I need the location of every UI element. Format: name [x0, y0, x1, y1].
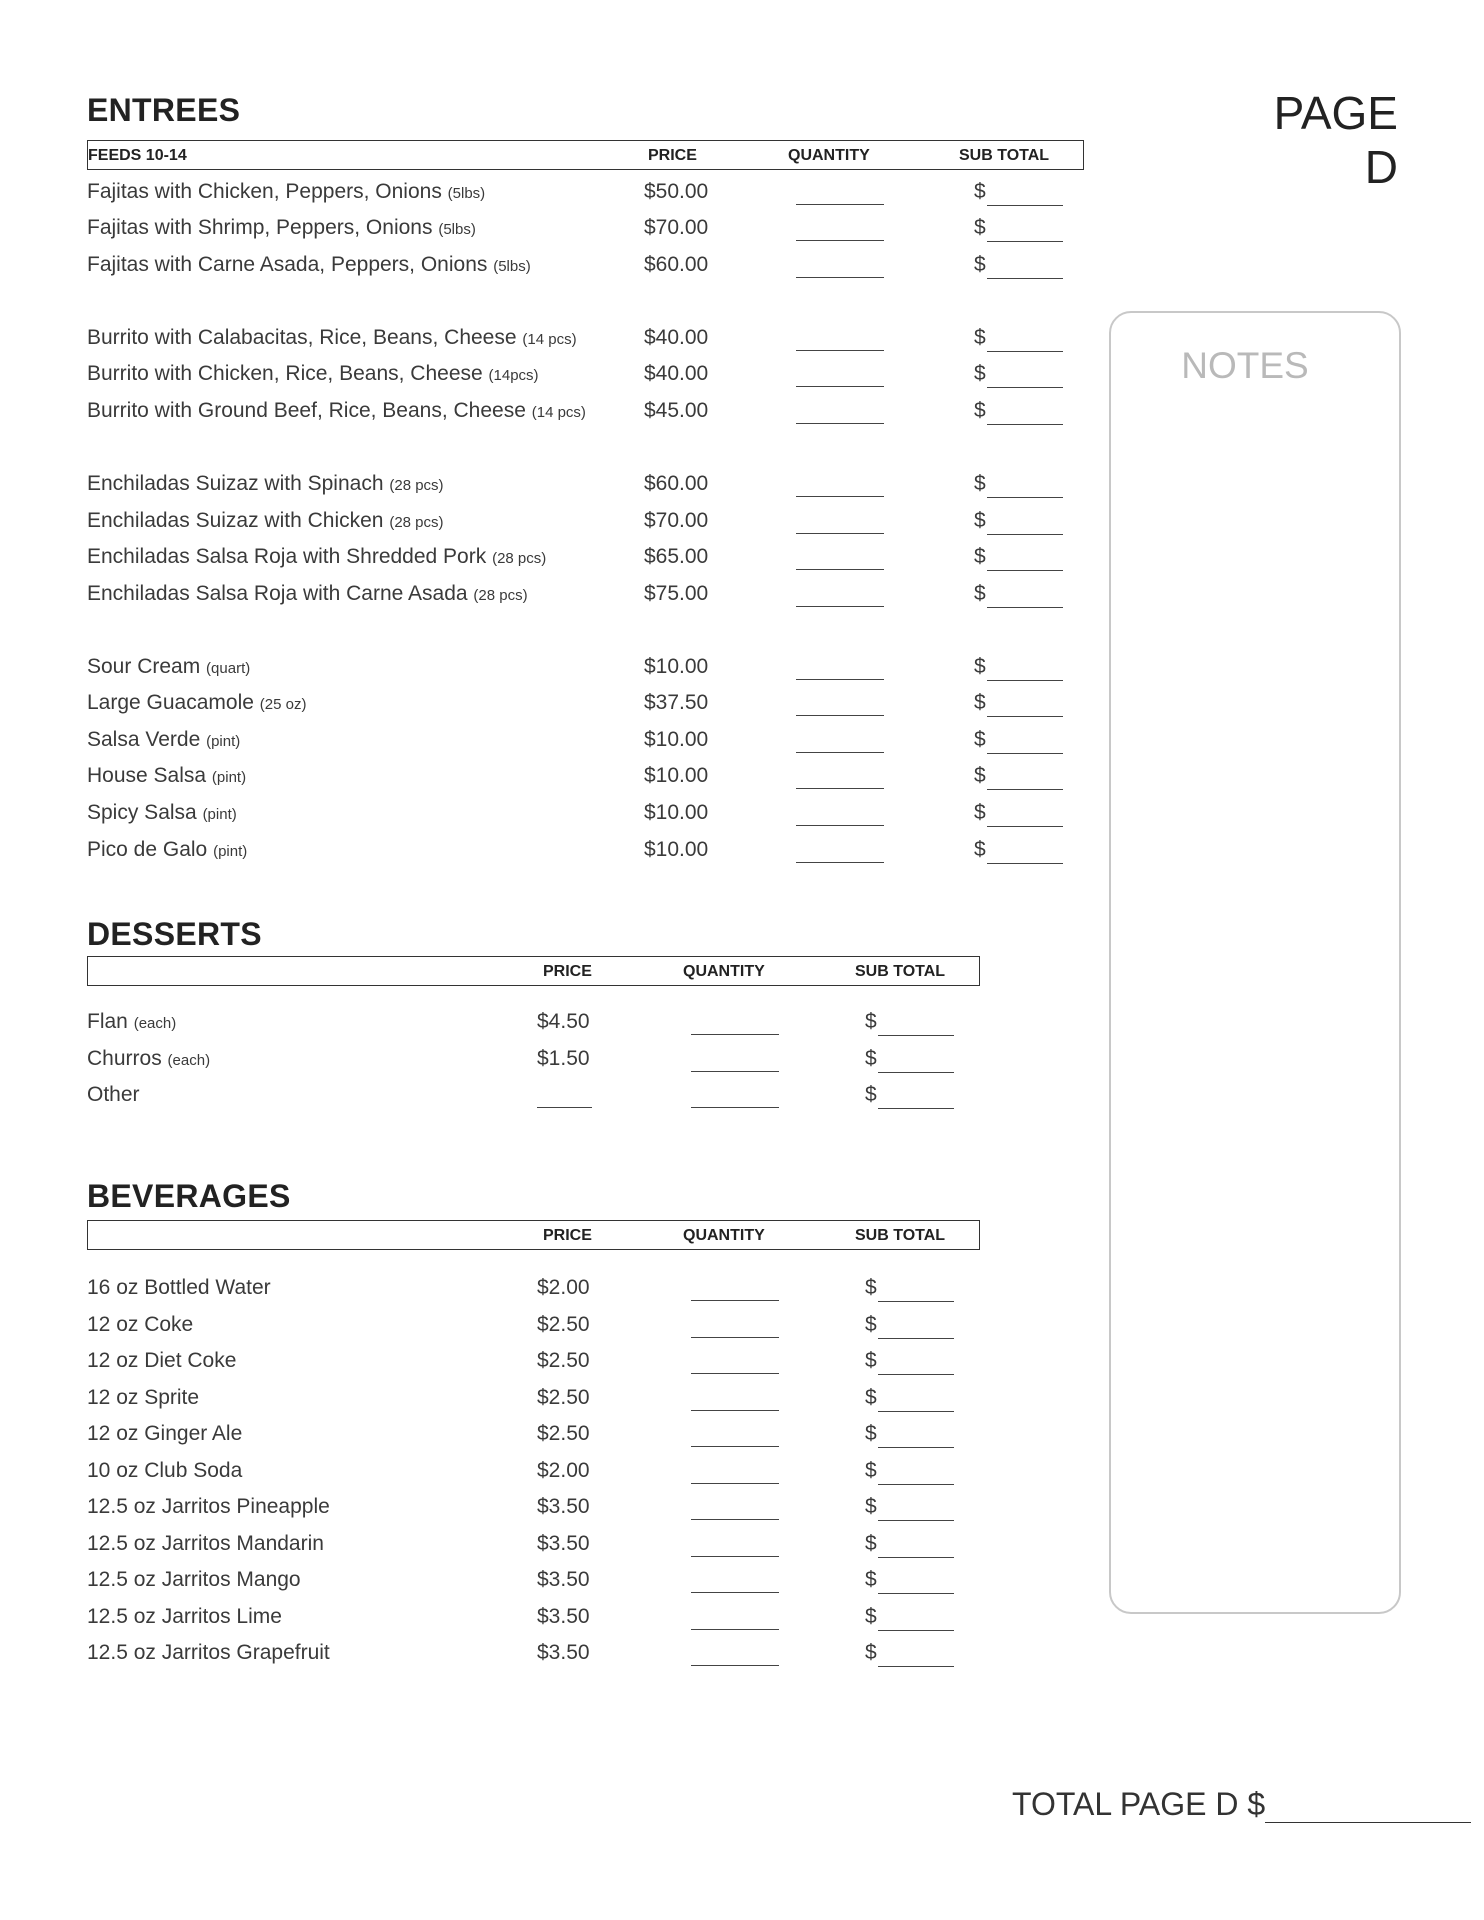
- subtotal-field[interactable]: [974, 836, 1063, 864]
- item-size: (14 pcs): [522, 331, 577, 348]
- total-label: TOTAL PAGE D $: [1012, 1786, 1266, 1822]
- subtotal-blank[interactable]: [987, 658, 1063, 681]
- subtotal-blank[interactable]: [987, 731, 1063, 754]
- item-price: $37.50: [644, 691, 709, 714]
- menu-row: [87, 1311, 1087, 1347]
- subtotal-field[interactable]: [974, 360, 1063, 388]
- item-price: $3.50: [537, 1495, 590, 1518]
- subtotal-field[interactable]: [865, 1639, 954, 1667]
- currency-symbol: $: [974, 216, 986, 239]
- menu-row: [87, 1008, 1087, 1044]
- item-size: (5lbs): [438, 221, 476, 238]
- item-name-text: Fajitas with Carne Asada, Peppers, Onions: [87, 253, 488, 276]
- subtotal-blank[interactable]: [987, 841, 1063, 864]
- entrees-title: ENTREES: [87, 92, 241, 128]
- item-name-text: Fajitas with Shrimp, Peppers, Onions: [87, 216, 433, 239]
- beverages-header: [87, 1220, 980, 1250]
- item-name-text: 12.5 oz Jarritos Lime: [87, 1604, 282, 1628]
- item-price: $75.00: [644, 582, 709, 605]
- item-name-text: 12.5 oz Jarritos Mandarin: [87, 1531, 324, 1555]
- menu-row: [87, 836, 1087, 872]
- notes-title: NOTES: [1181, 345, 1309, 386]
- item-name: [87, 1603, 282, 1631]
- item-name-text: 12 oz Diet Coke: [87, 1349, 237, 1372]
- subtotal-field[interactable]: [865, 1347, 954, 1375]
- item-price: $3.50: [537, 1641, 590, 1664]
- item-name: [87, 1311, 193, 1339]
- menu-row: [87, 1457, 1087, 1493]
- subtotal-field[interactable]: [974, 653, 1063, 681]
- item-price: $70.00: [644, 216, 709, 239]
- menu-row: [87, 1530, 1087, 1566]
- subtotal-blank[interactable]: [878, 1389, 954, 1412]
- item-price: $45.00: [644, 399, 709, 422]
- item-size: (pint): [211, 769, 247, 786]
- quantity-blank[interactable]: [796, 726, 884, 753]
- subtotal-field[interactable]: [974, 214, 1063, 242]
- menu-row: [87, 1045, 1087, 1081]
- item-name: [87, 1347, 236, 1375]
- subtotal-blank[interactable]: [878, 1279, 954, 1302]
- item-size: (pint): [206, 733, 241, 750]
- currency-symbol: $: [974, 691, 986, 714]
- quantity-header: QUANTITY: [788, 147, 870, 164]
- currency-symbol: $: [974, 582, 986, 605]
- item-size: (pint): [202, 806, 237, 823]
- item-size: (each): [133, 1015, 177, 1032]
- item-name: [87, 836, 247, 866]
- menu-row: [87, 214, 1087, 250]
- quantity-blank[interactable]: [691, 1045, 779, 1072]
- item-name: [87, 1045, 210, 1075]
- item-name-text: Enchiladas Salsa Roja with Carne Asada: [87, 582, 468, 605]
- quantity-blank[interactable]: [796, 214, 884, 241]
- item-price: $10.00: [644, 764, 709, 787]
- item-price: $10.00: [644, 728, 709, 751]
- desserts-header: [87, 956, 980, 986]
- subtotal-field[interactable]: [865, 1081, 954, 1109]
- item-name-text: Enchiladas Suizaz with Spinach: [87, 472, 384, 495]
- price-blank[interactable]: [537, 1081, 592, 1108]
- quantity-blank[interactable]: [796, 360, 884, 387]
- item-size: (each): [167, 1052, 211, 1069]
- quantity-blank[interactable]: [796, 324, 884, 351]
- quantity-blank[interactable]: [796, 799, 884, 826]
- quantity-blank[interactable]: [691, 1008, 779, 1035]
- quantity-blank[interactable]: [691, 1639, 779, 1666]
- item-name-text: Burrito with Calabacitas, Rice, Beans, Cheese: [87, 326, 517, 349]
- menu-row: [87, 324, 1087, 360]
- currency-symbol: $: [974, 764, 986, 787]
- currency-symbol: $: [865, 1385, 877, 1409]
- quantity-blank[interactable]: [796, 653, 884, 680]
- quantity-blank[interactable]: [796, 580, 884, 607]
- item-name: [87, 762, 246, 792]
- item-name-text: Salsa Verde: [87, 728, 201, 751]
- quantity-header: QUANTITY: [683, 1227, 765, 1244]
- currency-symbol: $: [974, 253, 986, 276]
- currency-symbol: $: [865, 1531, 877, 1555]
- currency-symbol: $: [865, 1083, 877, 1106]
- feeds-header: FEEDS 10-14: [88, 147, 187, 164]
- subtotal-field[interactable]: [865, 1384, 954, 1412]
- item-price[interactable]: [537, 1081, 592, 1116]
- subtotal-blank[interactable]: [878, 1498, 954, 1521]
- currency-symbol: $: [865, 1276, 877, 1299]
- item-price: $3.50: [537, 1531, 590, 1555]
- item-name: [87, 1639, 330, 1667]
- currency-symbol: $: [974, 472, 986, 495]
- price-header: PRICE: [648, 147, 697, 164]
- item-price: $2.50: [537, 1422, 590, 1445]
- subtotal-blank[interactable]: [878, 1086, 954, 1109]
- item-name: [87, 1493, 330, 1521]
- item-name-text: Flan: [87, 1010, 128, 1033]
- subtotal-blank[interactable]: [987, 256, 1063, 279]
- item-price: $50.00: [644, 180, 709, 203]
- subtotal-field[interactable]: [974, 762, 1063, 790]
- quantity-blank[interactable]: [796, 543, 884, 570]
- item-size: (28 pcs): [389, 514, 444, 531]
- menu-row: [87, 1081, 1087, 1117]
- subtotal-field[interactable]: [865, 1530, 954, 1558]
- currency-symbol: $: [974, 509, 986, 532]
- item-name-text: 12 oz Sprite: [87, 1385, 200, 1409]
- item-name-text: Burrito with Ground Beef, Rice, Beans, Cheese: [87, 399, 526, 422]
- item-name: [87, 1384, 199, 1412]
- menu-row: [87, 251, 1087, 287]
- subtotal-blank[interactable]: [878, 1425, 954, 1448]
- item-size: (pint): [213, 843, 248, 860]
- item-name-text: House Salsa: [87, 764, 207, 787]
- currency-symbol: $: [865, 1641, 877, 1664]
- subtotal-blank[interactable]: [987, 694, 1063, 717]
- currency-symbol: $: [974, 838, 986, 861]
- item-price: $10.00: [644, 801, 709, 824]
- subtotal-field[interactable]: [865, 1420, 954, 1448]
- item-price: $10.00: [644, 655, 709, 678]
- menu-row: [87, 580, 1087, 616]
- subtotal-blank[interactable]: [878, 1050, 954, 1073]
- item-name-text: 16 oz Bottled Water: [87, 1276, 271, 1299]
- total-blank[interactable]: [1265, 1792, 1471, 1823]
- item-price: $2.00: [537, 1458, 590, 1482]
- item-name-text: 12 oz Ginger Ale: [87, 1422, 243, 1445]
- subtotal-field[interactable]: [865, 1274, 954, 1302]
- quantity-blank[interactable]: [691, 1457, 779, 1484]
- item-name: [87, 470, 444, 500]
- currency-symbol: $: [865, 1349, 877, 1372]
- subtotal-blank[interactable]: [878, 1644, 954, 1667]
- item-name: [87, 653, 250, 683]
- currency-symbol: $: [865, 1010, 877, 1033]
- subtotal-field[interactable]: [974, 726, 1063, 754]
- price-header: PRICE: [543, 963, 592, 980]
- item-price: $4.50: [537, 1010, 590, 1033]
- item-name: [87, 1081, 140, 1109]
- subtotal-blank[interactable]: [878, 1608, 954, 1631]
- quantity-blank[interactable]: [691, 1566, 779, 1593]
- subtotal-header: SUB TOTAL: [855, 1227, 946, 1244]
- item-price: $40.00: [644, 362, 709, 385]
- subtotal-field[interactable]: [865, 1008, 954, 1036]
- subtotal-field[interactable]: [865, 1566, 954, 1594]
- subtotal-field[interactable]: [974, 543, 1063, 571]
- item-name: [87, 1457, 242, 1485]
- item-price: $60.00: [644, 253, 709, 276]
- subtotal-field[interactable]: [974, 507, 1063, 535]
- item-name: [87, 1420, 242, 1448]
- subtotal-field[interactable]: [865, 1311, 954, 1339]
- item-name-text: Fajitas with Chicken, Peppers, Onions: [87, 180, 442, 203]
- item-price: $3.50: [537, 1604, 590, 1628]
- item-name-text: 12.5 oz Jarritos Grapefruit: [87, 1641, 330, 1664]
- menu-row: [87, 689, 1087, 725]
- item-price: $2.00: [537, 1276, 590, 1299]
- quantity-blank[interactable]: [796, 507, 884, 534]
- subtotal-blank[interactable]: [878, 1316, 954, 1339]
- subtotal-field[interactable]: [865, 1045, 954, 1073]
- currency-symbol: $: [974, 399, 986, 422]
- quantity-blank[interactable]: [691, 1274, 779, 1301]
- subtotal-blank[interactable]: [987, 512, 1063, 535]
- quantity-blank[interactable]: [796, 689, 884, 716]
- quantity-blank[interactable]: [691, 1347, 779, 1374]
- currency-symbol: $: [865, 1568, 877, 1591]
- subtotal-field[interactable]: [865, 1603, 954, 1631]
- item-price: $2.50: [537, 1385, 590, 1409]
- item-name: [87, 1274, 271, 1302]
- item-name: [87, 214, 476, 244]
- item-size: (28 pcs): [473, 587, 528, 604]
- item-price: $60.00: [644, 472, 709, 495]
- menu-row: [87, 726, 1087, 762]
- item-size: (quart): [206, 660, 251, 677]
- item-name: [87, 1530, 324, 1558]
- item-name-text: Sour Cream: [87, 655, 201, 678]
- quantity-blank[interactable]: [691, 1311, 779, 1338]
- menu-row: [87, 1420, 1087, 1456]
- quantity-blank[interactable]: [691, 1493, 779, 1520]
- item-size: (5lbs): [493, 258, 531, 275]
- currency-symbol: $: [865, 1312, 877, 1336]
- currency-symbol: $: [865, 1458, 877, 1482]
- quantity-blank[interactable]: [691, 1384, 779, 1411]
- item-price: $65.00: [644, 545, 709, 568]
- item-size: (14pcs): [488, 367, 539, 384]
- subtotal-blank[interactable]: [878, 1571, 954, 1594]
- subtotal-blank[interactable]: [987, 402, 1063, 425]
- menu-row: [87, 1493, 1087, 1529]
- item-name: [87, 507, 444, 537]
- subtotal-blank[interactable]: [878, 1535, 954, 1558]
- item-price: $2.50: [537, 1312, 590, 1336]
- item-name: [87, 360, 539, 390]
- subtotal-header: SUB TOTAL: [855, 963, 946, 980]
- subtotal-field[interactable]: [974, 470, 1063, 498]
- item-price: $10.00: [644, 838, 709, 861]
- item-size: (14 pcs): [531, 404, 586, 421]
- subtotal-blank[interactable]: [878, 1462, 954, 1485]
- quantity-blank[interactable]: [796, 762, 884, 789]
- currency-symbol: $: [974, 180, 986, 203]
- menu-row: [87, 1639, 1087, 1675]
- notes-box[interactable]: [1109, 311, 1401, 1614]
- menu-row: [87, 507, 1087, 543]
- item-name-text: 12.5 oz Jarritos Mango: [87, 1568, 301, 1591]
- subtotal-field[interactable]: [974, 324, 1063, 352]
- item-name: [87, 1008, 176, 1038]
- currency-symbol: $: [865, 1422, 877, 1445]
- subtotal-blank[interactable]: [987, 548, 1063, 571]
- item-size: (28 pcs): [492, 550, 547, 567]
- item-name: [87, 324, 577, 354]
- item-name-text: Churros: [87, 1047, 162, 1070]
- item-price: $2.50: [537, 1349, 590, 1372]
- item-name-text: Burrito with Chicken, Rice, Beans, Cheese: [87, 362, 483, 385]
- quantity-blank[interactable]: [796, 836, 884, 863]
- subtotal-field[interactable]: [974, 799, 1063, 827]
- menu-row: [87, 1274, 1087, 1310]
- desserts-title: DESSERTS: [87, 916, 262, 952]
- item-price: $3.50: [537, 1568, 590, 1591]
- subtotal-blank[interactable]: [987, 219, 1063, 242]
- subtotal-field[interactable]: [974, 178, 1063, 206]
- quantity-blank[interactable]: [796, 251, 884, 278]
- quantity-header: QUANTITY: [683, 963, 765, 980]
- item-name: [87, 726, 240, 756]
- item-name: [87, 543, 546, 573]
- menu-row: [87, 470, 1087, 506]
- menu-row: [87, 762, 1087, 798]
- item-name: [87, 397, 586, 427]
- subtotal-blank[interactable]: [987, 475, 1063, 498]
- item-name-text: Enchiladas Suizaz with Chicken: [87, 509, 384, 532]
- subtotal-blank[interactable]: [987, 585, 1063, 608]
- currency-symbol: $: [974, 728, 986, 751]
- subtotal-blank[interactable]: [987, 767, 1063, 790]
- currency-symbol: $: [974, 362, 986, 385]
- currency-symbol: $: [865, 1604, 877, 1628]
- item-name: [87, 251, 531, 281]
- quantity-blank[interactable]: [691, 1603, 779, 1630]
- subtotal-blank[interactable]: [987, 804, 1063, 827]
- item-name-text: 12 oz Coke: [87, 1312, 194, 1336]
- subtotal-header: SUB TOTAL: [959, 147, 1050, 164]
- item-price: $1.50: [537, 1047, 590, 1070]
- menu-row: [87, 543, 1087, 579]
- menu-row: [87, 178, 1087, 214]
- quantity-blank[interactable]: [691, 1081, 779, 1108]
- subtotal-blank[interactable]: [987, 329, 1063, 352]
- page-title: PAGE D: [1273, 87, 1398, 193]
- item-size: (28 pcs): [389, 477, 444, 494]
- quantity-blank[interactable]: [796, 470, 884, 497]
- menu-row: [87, 360, 1087, 396]
- menu-row: [87, 1384, 1087, 1420]
- item-name-text: 10 oz Club Soda: [87, 1458, 243, 1482]
- quantity-blank[interactable]: [796, 178, 884, 205]
- subtotal-field[interactable]: [974, 689, 1063, 717]
- quantity-blank[interactable]: [796, 397, 884, 424]
- price-header: PRICE: [543, 1227, 592, 1244]
- item-name-text: Enchiladas Salsa Roja with Shredded Pork: [87, 545, 487, 568]
- item-price: $40.00: [644, 326, 709, 349]
- currency-symbol: $: [865, 1495, 877, 1518]
- subtotal-field[interactable]: [865, 1493, 954, 1521]
- menu-row: [87, 397, 1087, 433]
- subtotal-field[interactable]: [974, 251, 1063, 279]
- page-total: [1012, 1786, 1471, 1823]
- menu-row: [87, 1603, 1087, 1639]
- menu-row: [87, 1347, 1087, 1383]
- subtotal-blank[interactable]: [987, 183, 1063, 206]
- quantity-blank[interactable]: [691, 1530, 779, 1557]
- quantity-blank[interactable]: [691, 1420, 779, 1447]
- entrees-header: [87, 140, 1084, 170]
- item-name: [87, 689, 306, 719]
- item-name-text: 12.5 oz Jarritos Pineapple: [87, 1495, 330, 1518]
- beverages-title: BEVERAGES: [87, 1178, 291, 1214]
- currency-symbol: $: [865, 1047, 877, 1070]
- menu-row: [87, 1566, 1087, 1602]
- subtotal-blank[interactable]: [878, 1352, 954, 1375]
- item-name-text: Other: [87, 1083, 140, 1106]
- menu-row: [87, 799, 1087, 835]
- subtotal-field[interactable]: [865, 1457, 954, 1485]
- item-name-text: Pico de Galo: [87, 838, 208, 861]
- item-name: [87, 799, 237, 829]
- item-name-text: Spicy Salsa: [87, 801, 197, 824]
- currency-symbol: $: [974, 655, 986, 678]
- currency-symbol: $: [974, 326, 986, 349]
- item-name: [87, 178, 485, 208]
- item-name-text: Large Guacamole: [87, 691, 254, 714]
- subtotal-field[interactable]: [974, 397, 1063, 425]
- subtotal-field[interactable]: [974, 580, 1063, 608]
- subtotal-blank[interactable]: [987, 365, 1063, 388]
- menu-row: [87, 653, 1087, 689]
- item-size: (25 oz): [259, 696, 307, 713]
- item-price: $70.00: [644, 509, 709, 532]
- item-size: (5lbs): [447, 185, 486, 202]
- subtotal-blank[interactable]: [878, 1013, 954, 1036]
- currency-symbol: $: [974, 801, 986, 824]
- currency-symbol: $: [974, 545, 986, 568]
- item-name: [87, 1566, 301, 1594]
- item-name: [87, 580, 528, 610]
